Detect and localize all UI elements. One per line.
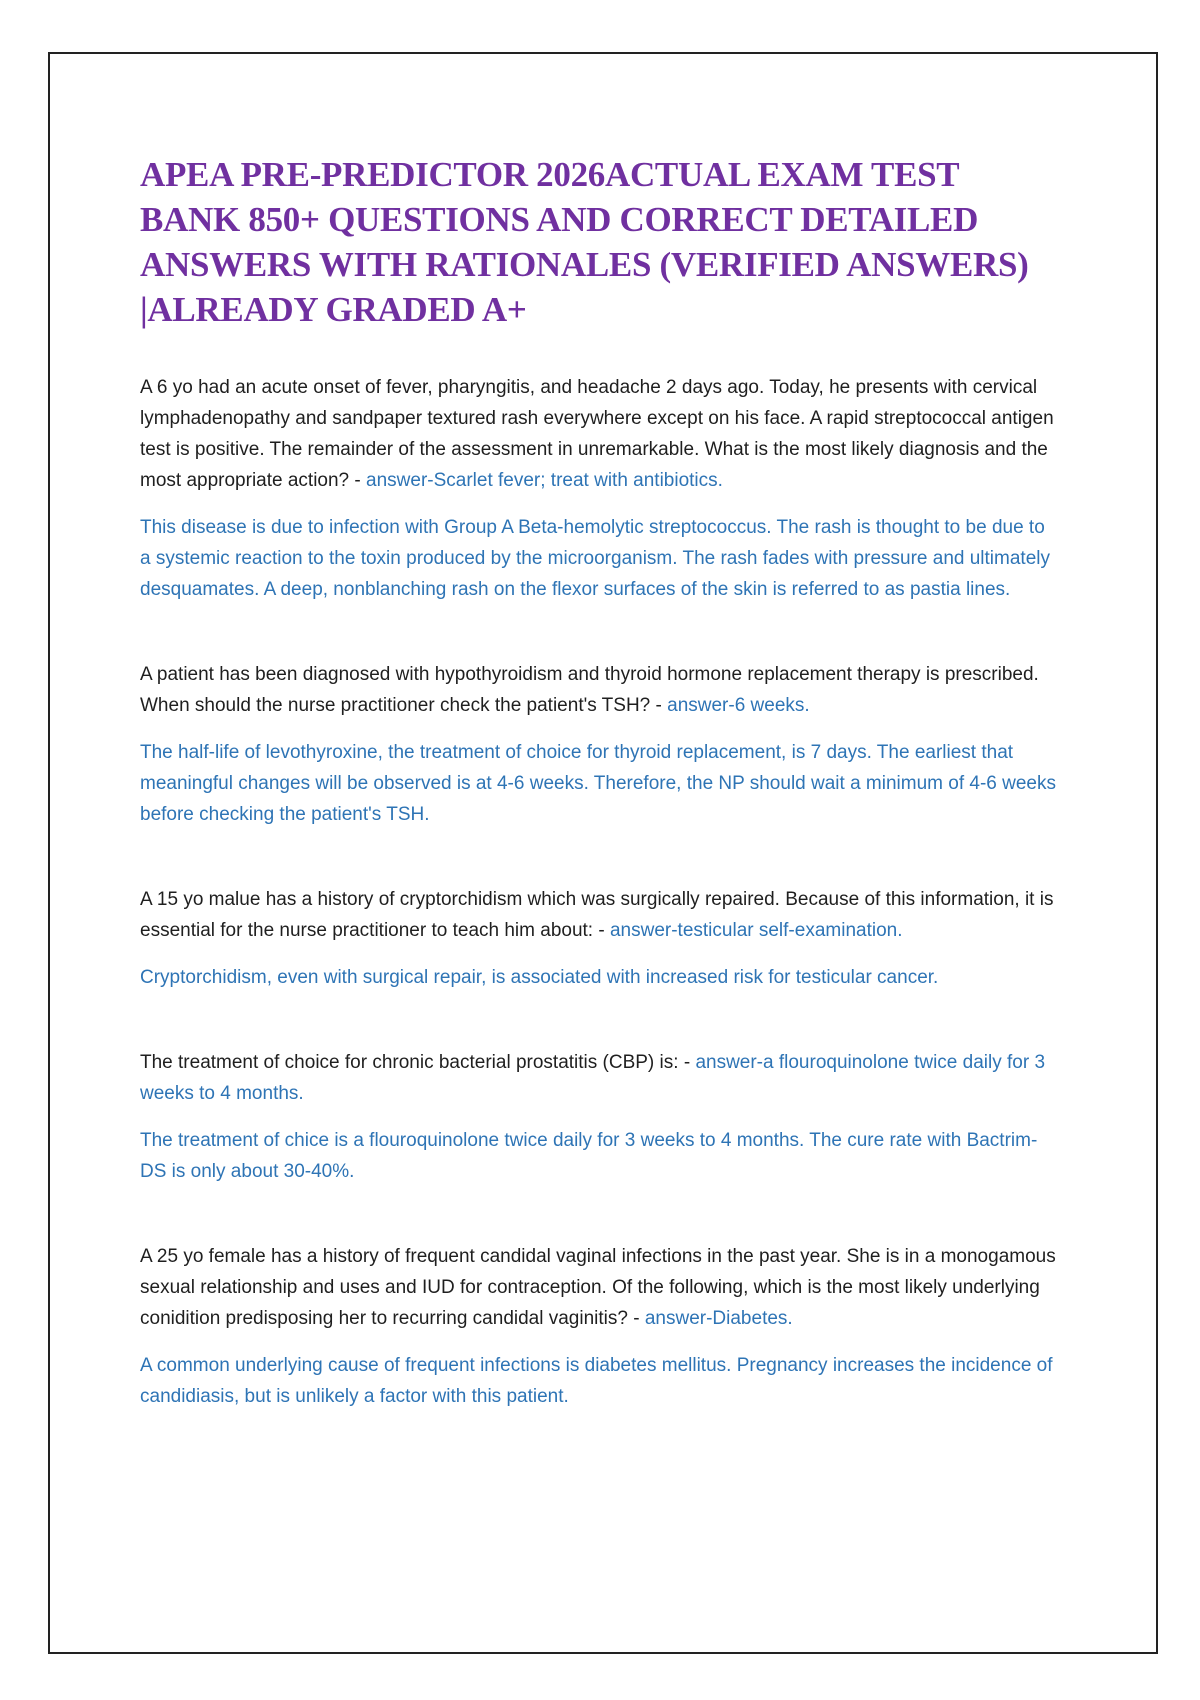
answer-text: answer-a flouroquinolone twice daily for 3 weeks to 4 months. [140,1052,1046,1104]
rationale-text: The treatment of chice is a flouroquinolone twice daily for 3 weeks to 4 months. The cure rate with Bactrim-DS is only about 30-40%. [140,1130,1038,1182]
question-text [140,1241,1060,1334]
answer-text: answer-Scarlet fever; treat with antibiotics. [366,470,723,491]
qa-item [140,884,1060,993]
document-title: APEA PRE-PREDICTOR 2026ACTUAL EXAM TEST BANK 850+ QUESTIONS AND CORRECT DETAILED ANSWERS WITH RATIONALES (VERIFIED ANSWERS) |ALREADY GRADED A+ [140,155,1029,329]
question-text [140,372,1060,496]
answer-text: answer-Diabetes. [644,1308,793,1329]
document-body [140,152,1060,1466]
qa-item [140,659,1060,830]
question-stem: A 15 yo malue has a history of cryptorchidism which was surgically repaired. Because of this information, it is essential for the nurse practitioner to teach him about: - [140,889,1054,941]
rationale-text: The half-life of levothyroxine, the treatment of choice for thyroid replacement, is 7 days. The earliest that meaningful changes will be observed is at 4-6 weeks. Therefore, the NP should wait a minimum of 4-6 weeks before checking the patient's TSH. [140,742,1056,825]
question-stem: A 6 yo had an acute onset of fever, pharyngitis, and headache 2 days ago. Today, he presents with cervical lymphadenopathy and sandpaper textured rash everywhere except on his face. A rapid streptococcal antigen test is positive. The remainder of the assessment in unremarkable. What is the most likely diagnosis and the most appropriate action? - [140,377,1054,491]
answer-text: answer-testicular self-examination. [609,920,903,941]
rationale-text: A common underlying cause of frequent infections is diabetes mellitus. Pregnancy increases the incidence of candidiasis, but is unlikely a factor with this patient. [140,1355,1053,1407]
answer-text: answer-6 weeks. [667,695,810,716]
question-text [140,884,1060,946]
question-stem: A patient has been diagnosed with hypothyroidism and thyroid hormone replacement therapy is prescribed. When should the nurse practitioner check the patient's TSH? - [140,664,1039,716]
qa-item [140,372,1060,605]
question-stem: A 25 yo female has a history of frequent candidal vaginal infections in the past year. She is in a monogamous sexual relationship and uses and IUD for contraception. Of the following, which is the most likely underlying conidition predisposing her to recurring candidal vaginitis? - [140,1246,1056,1329]
rationale-text: Cryptorchidism, even with surgical repair, is associated with increased risk for testicular cancer. [140,967,939,988]
rationale-text: This disease is due to infection with Group A Beta-hemolytic streptococcus. The rash is thought to be due to a systemic reaction to the toxin produced by the microorganism. The rash fades with pressure and ultimately desquamates. A deep, nonblanching rash on the flexor surfaces of the skin is referred to as pastia lines. [140,517,1050,600]
question-text [140,1047,1060,1109]
qa-item [140,1241,1060,1412]
question-text [140,659,1060,721]
question-stem: The treatment of choice for chronic bacterial prostatitis (CBP) is: - [140,1052,696,1073]
qa-item [140,1047,1060,1187]
